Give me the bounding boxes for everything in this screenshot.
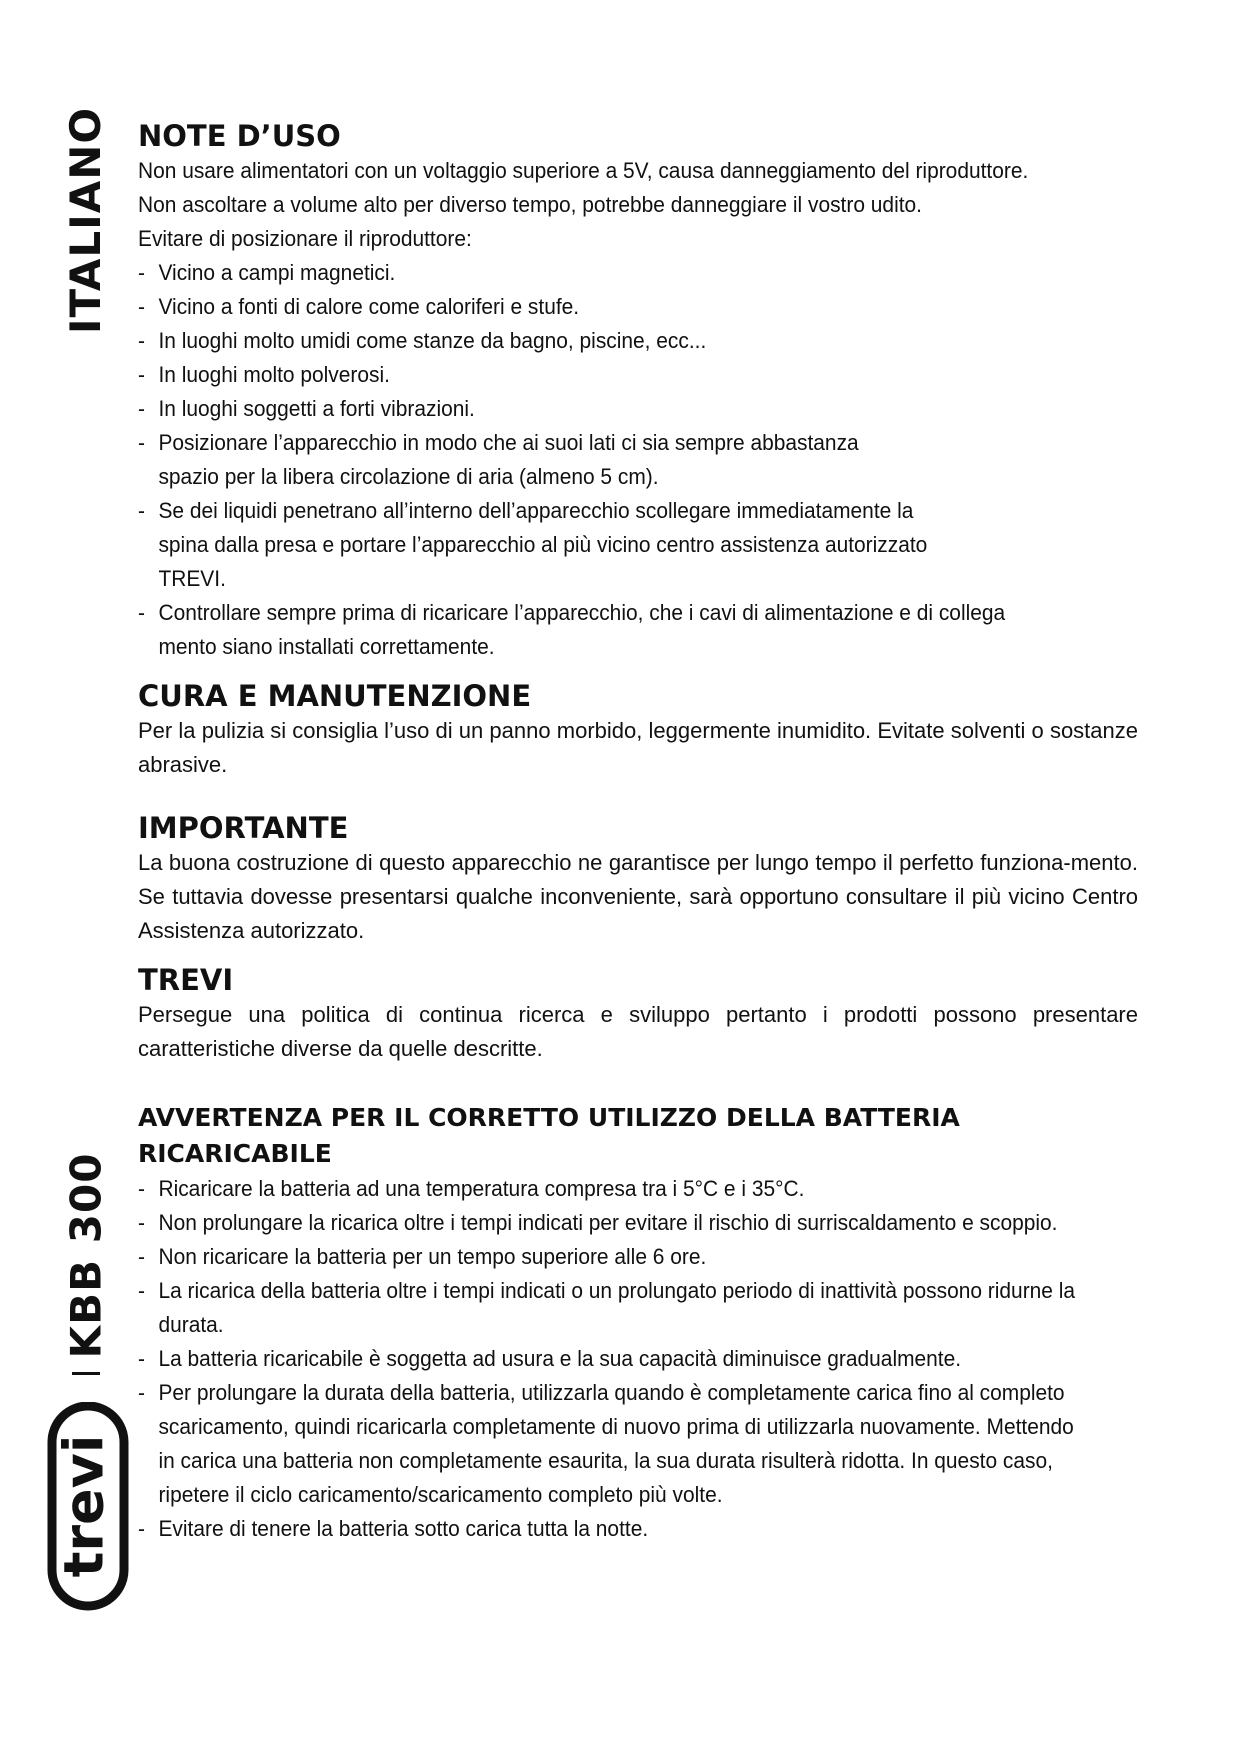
section-title: AVVERTENZA PER IL CORRETTO UTILIZZO DELLA BATTERIA RICARICABILE	[138, 1103, 960, 1168]
list-item: - Non prolungare la ricarica oltre i tempi indicati per evitare il rischio di surriscaldamento e scoppio.	[138, 1206, 1107, 1240]
language-label	[61, 106, 111, 334]
list-item: - Evitare di tenere la batteria sotto carica tutta la notte.	[138, 1512, 1073, 1546]
section-title: IMPORTANTE	[138, 811, 349, 845]
paragraph: Non ascoltare a volume alto per diverso tempo, potrebbe danneggiare il vostro udito.	[138, 192, 922, 217]
list-item: - Posizionare l’apparecchio in modo che ai suoi lati ci sia sempre abbastanza spazio per la libera circolazione di aria (almeno 5 cm).	[138, 426, 865, 494]
section-trevi	[138, 962, 1143, 1066]
section-note-uso	[138, 118, 1143, 664]
list-item: - Controllare sempre prima di ricaricare l’apparecchio, che i cavi di alimentazione e di collega mento siano installati correttamente.	[138, 596, 1051, 664]
list	[138, 1172, 1143, 1546]
list-item: - In luoghi soggetti a forti vibrazioni.	[138, 392, 1073, 426]
logo-text: trevi	[52, 1434, 116, 1578]
section-importante	[138, 810, 1143, 948]
list-item: - In luoghi molto umidi come stanze da bagno, piscine, ecc...	[138, 324, 1073, 358]
paragraph: Per la pulizia si consiglia l’uso di un panno morbido, leggermente inumidito. Evitate solventi o sostanze abrasive.	[138, 718, 1138, 777]
list-item: - Non ricaricare la batteria per un tempo superiore alle 6 ore.	[138, 1240, 1073, 1274]
list-item: - Se dei liquidi penetrano all’interno dell’apparecchio scollegare immediatamente la spina dalla presa e portare l’apparecchio al più vicino centro assistenza autorizzato TREVI.	[138, 494, 930, 596]
list-item: - La batteria ricaricabile è soggetta ad usura e la sua capacità diminuisce gradualmente.	[138, 1342, 1073, 1376]
list-item: - Vicino a campi magnetici.	[138, 256, 1073, 290]
language-text: ITALIANO	[61, 106, 111, 334]
paragraph: La buona costruzione di questo apparecchio ne garantisce per lungo tempo il perfetto funziona-mento. Se tuttavia dovesse presentarsi qualche inconveniente, sarà opportuno consultare il più vicino Centro Assistenza autorizzato.	[138, 850, 1138, 943]
paragraph: Non usare alimentatori con un voltaggio superiore a 5V, causa danneggiamento del riproduttore.	[138, 158, 1029, 183]
model-label	[61, 1152, 111, 1358]
divider	[72, 1372, 100, 1375]
model-text: KBB 300	[61, 1152, 111, 1358]
list-item: - Vicino a fonti di calore come caloriferi e stufe.	[138, 290, 1073, 324]
section-avvertenza	[138, 1100, 1143, 1546]
list-item: - La ricarica della batteria oltre i tempi indicati o un prolungato periodo di inattività possono ridurne la durata.	[138, 1274, 1088, 1342]
list-item: - Per prolungare la durata della batteria, utilizzarla quando è completamente carica fino al completo scaricamento, quindi ricaricarla completamente di nuovo prima di utilizzarla nuovamente. Mettendo in carica una batteria non completamente esaurita, la sua durata risulterà ridotta. In questo caso, ripetere il ciclo caricamento/scaricamento completo più volte.	[138, 1376, 1088, 1512]
section-title: NOTE D’USO	[138, 119, 341, 153]
trevi-logo	[44, 1402, 132, 1612]
manual-content	[138, 118, 1143, 1558]
list-item: - Ricaricare la batteria ad una temperatura compresa tra i 5°C e i 35°C.	[138, 1172, 1073, 1206]
paragraph: Persegue una politica di continua ricerca e sviluppo pertanto i prodotti possono presentare caratteristiche diverse da quelle descritte.	[138, 1002, 1138, 1061]
list-item: - In luoghi molto polverosi.	[138, 358, 1073, 392]
paragraph: Evitare di posizionare il riproduttore:	[138, 226, 472, 251]
section-title: TREVI	[138, 963, 234, 997]
section-cura	[138, 678, 1143, 782]
section-title: CURA E MANUTENZIONE	[138, 679, 532, 713]
list	[138, 256, 1143, 664]
